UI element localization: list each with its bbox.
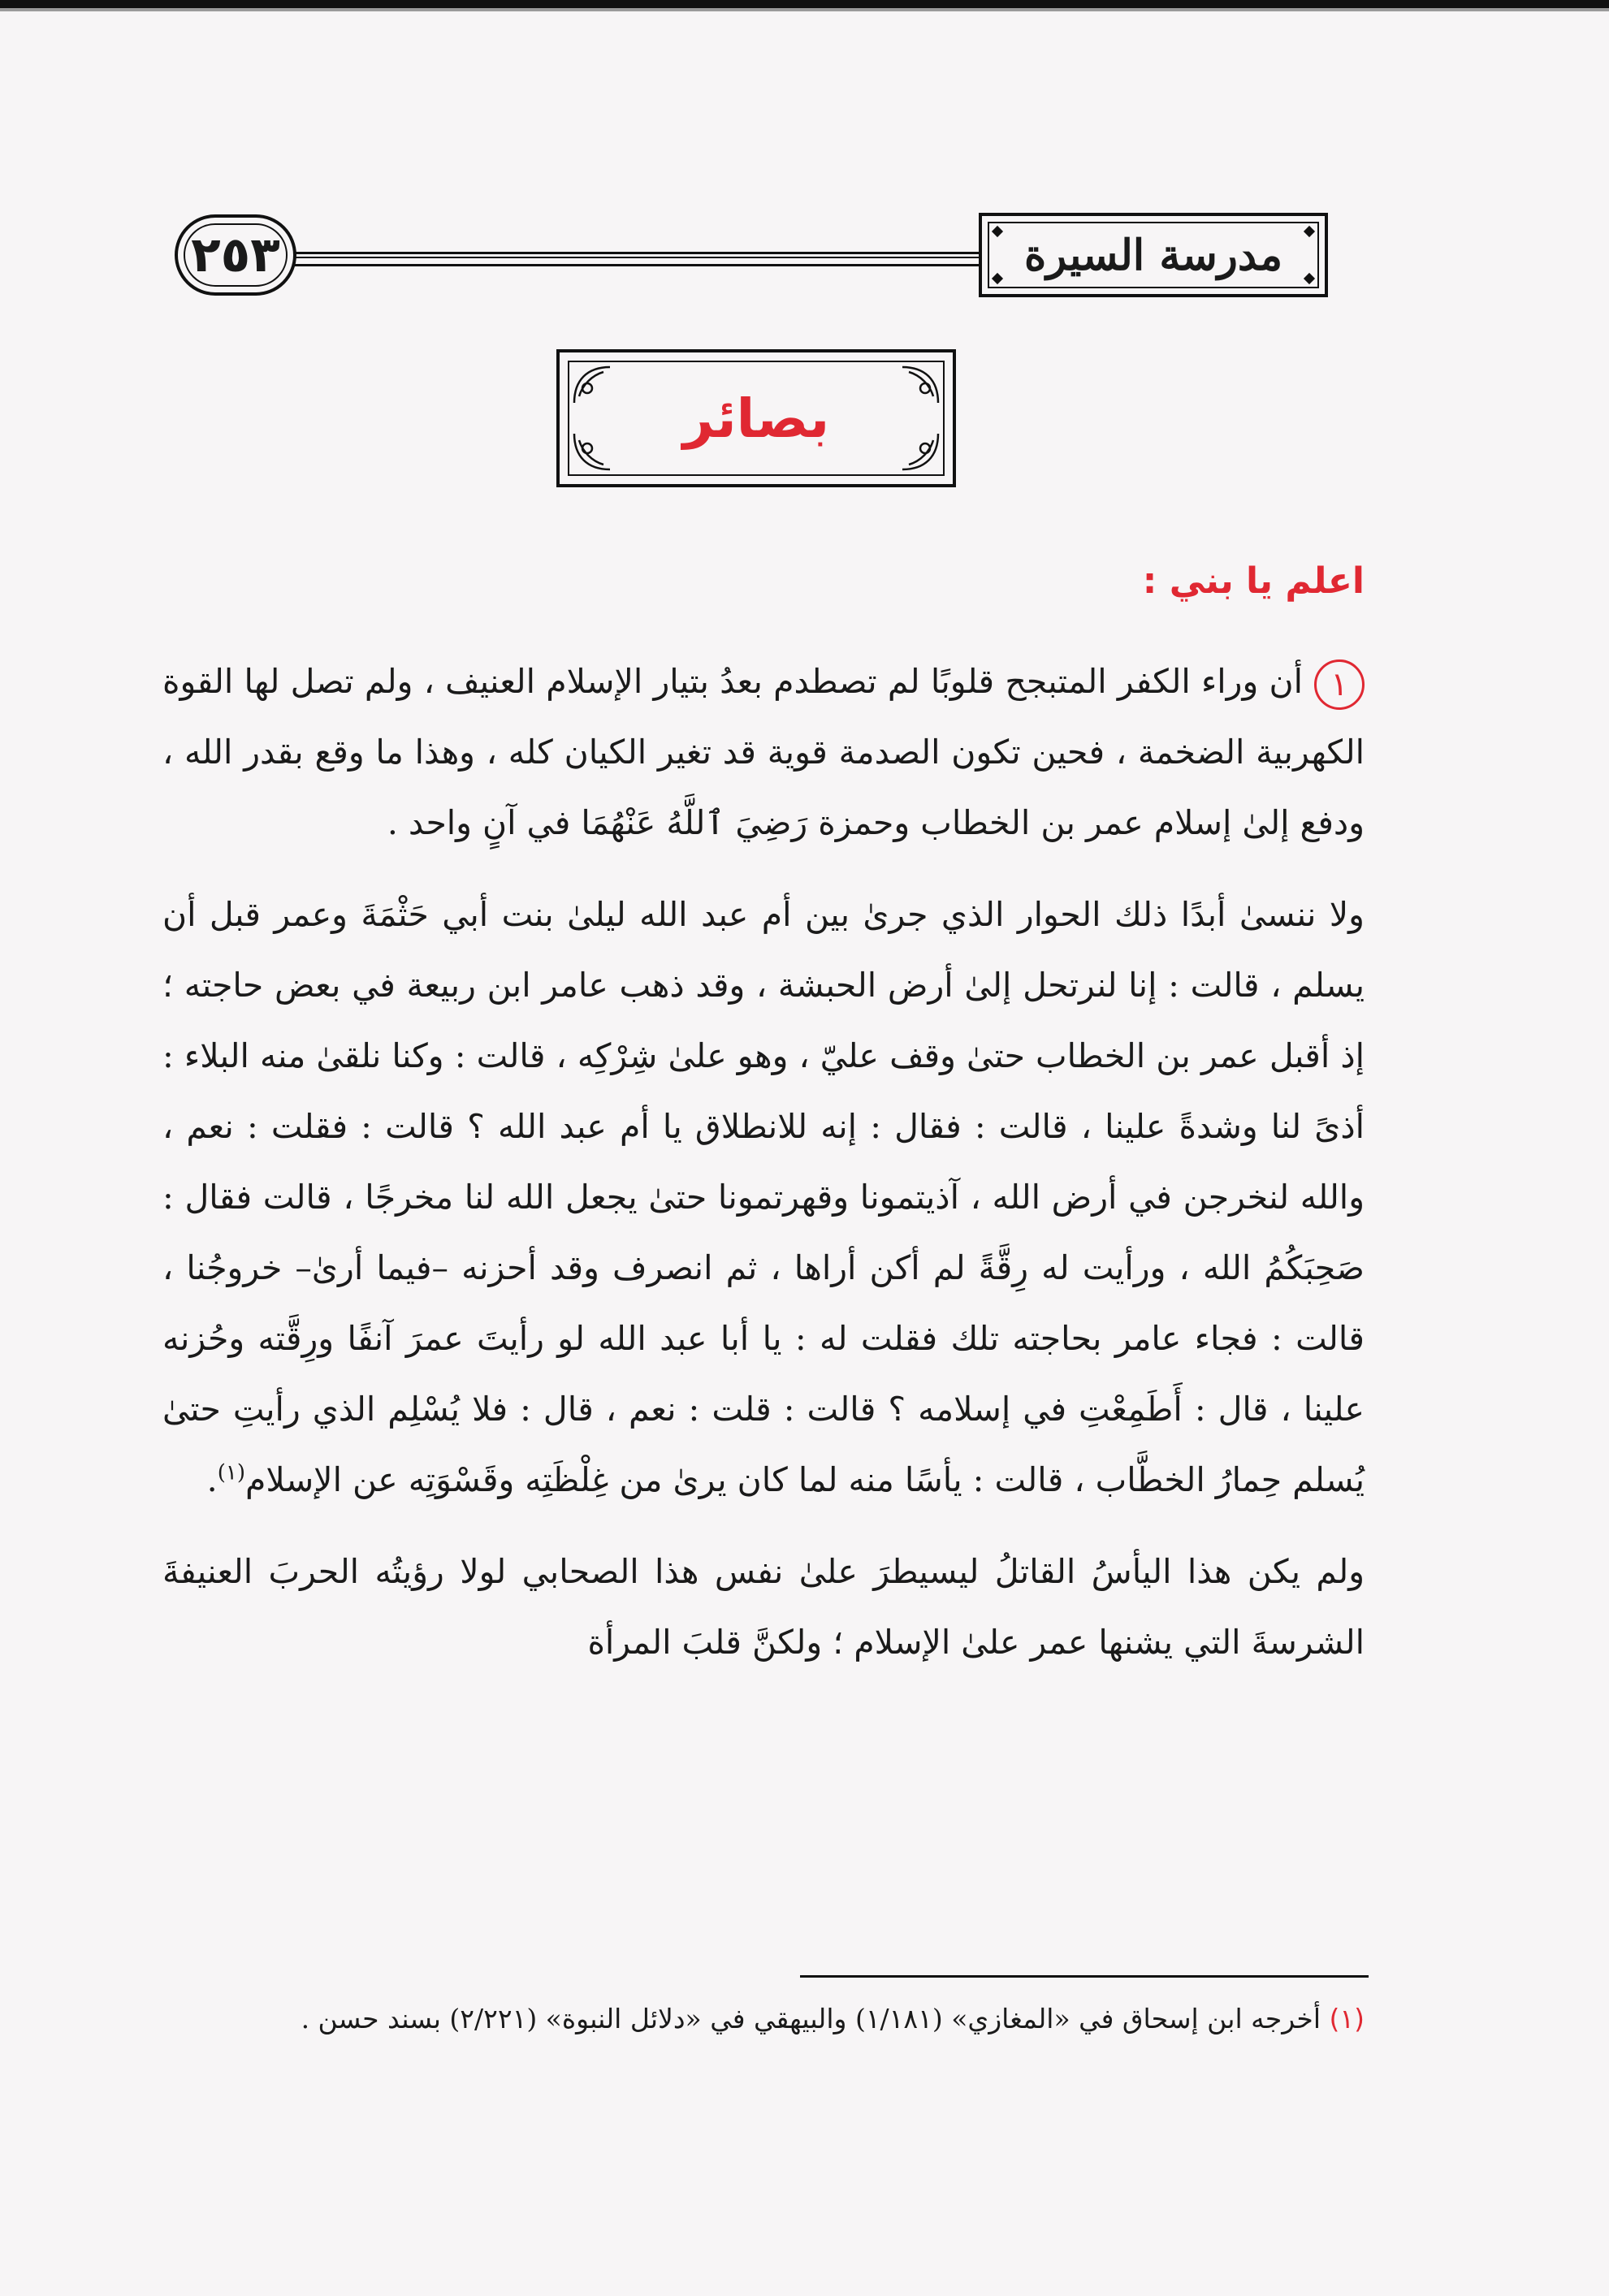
paragraph [162, 1537, 1365, 1678]
paragraph-text: ولا ننسىٰ أبدًا ذلك الحوار الذي جرىٰ بين أم عبد الله ليلىٰ بنت أبي حَثْمَةَ وعمر قبل أن يسلم ، قالت : إنا لنرتحل إلىٰ أرض الحبشة ، وقد ذهب عامر ابن ربيعة في بعض حاجته ؛ إذ أقبل عمر بن الخطاب حتىٰ وقف عليّ ، وهو علىٰ شِرْكِه ، قالت : وكنا نلقىٰ منه البلاء : أذىً لنا وشدةً علينا ، قالت : فقال : إنه للانطلاق يا أم عبد الله ؟ قالت : فقلت : نعم ، والله لنخرجن في أرض الله ، آذيتمونا وقهرتمونا حتىٰ يجعل الله لنا مخرجًا ، قالت فقال : صَحِبَكُمُ الله ، ورأيت له رِقَّةً لم أكن أراها ، ثم انصرف وقد أحزنه –فيما أرىٰ– خروجُنا ، قالت : فجاء عامر بحاجته تلك فقلت له : يا أبا عبد الله لو رأيتَ عمرَ آنفًا ورِقَّته وحُزنه علينا ، قال : أَطَمِعْتِ في إسلامه ؟ قالت : قلت : نعم ، قال : فلا يُسْلِم الذي رأيتِ حتىٰ يُسلم حِمارُ الخطَّاب ، قالت : يأسًا منه لما كان يرىٰ من غِلْظَتِه وقَسْوَتِه عن الإسلام [162, 895, 1365, 1499]
body-text [162, 552, 1365, 1678]
book-title-frame [979, 213, 1328, 297]
footnote-mark: (١) [1329, 2003, 1365, 2034]
footnote [162, 1994, 1365, 2044]
paragraph-text: ولم يكن هذا اليأسُ القاتلُ ليسيطرَ علىٰ نفس هذا الصحابي لولا رؤيتُه الحربَ العنيفةَ الشرسةَ التي يشنها عمر علىٰ الإسلام ؛ ولكنَّ قلبَ المرأة [162, 1552, 1365, 1662]
book-title: مدرسة السيرة [1023, 230, 1283, 280]
scan-edge [0, 0, 1609, 18]
section-title: بصائر [682, 387, 830, 450]
running-header [158, 213, 1328, 302]
section-title-frame [556, 349, 956, 487]
page-number-frame [175, 214, 296, 296]
page-number: ٢٥٣ [191, 227, 280, 283]
point-number-badge: ١ [1314, 659, 1365, 710]
footnote-reference[interactable]: (١) [217, 1460, 245, 1485]
footnote-separator [800, 1975, 1369, 1978]
intro-heading: اعلم يا بني : [1142, 560, 1365, 602]
footnotes [162, 1994, 1365, 2044]
paragraph-tail: . [206, 1460, 218, 1499]
paragraph-text: أن وراء الكفر المتبجح قلوبًا لم تصطدم بعدُ بتيار الإسلام العنيف ، ولم تصل لها القوة الكهربية الضخمة ، فحين تكون الصدمة قوية قد تغير الكيان كله ، وهذا ما وقع بقدر الله ، ودفع إلىٰ إسلام عمر بن الخطاب وحمزة رَضِيَ ٱللَّهُ عَنْهُمَا في آنٍ واحد . [162, 662, 1365, 842]
paragraph [162, 646, 1365, 858]
footnote-text: أخرجه ابن إسحاق في «المغازي» (١/١٨١) والبيهقي في «دلائل النبوة» (٢/٢٢١) بسند حسن . [301, 2003, 1321, 2034]
paragraph [162, 880, 1365, 1516]
